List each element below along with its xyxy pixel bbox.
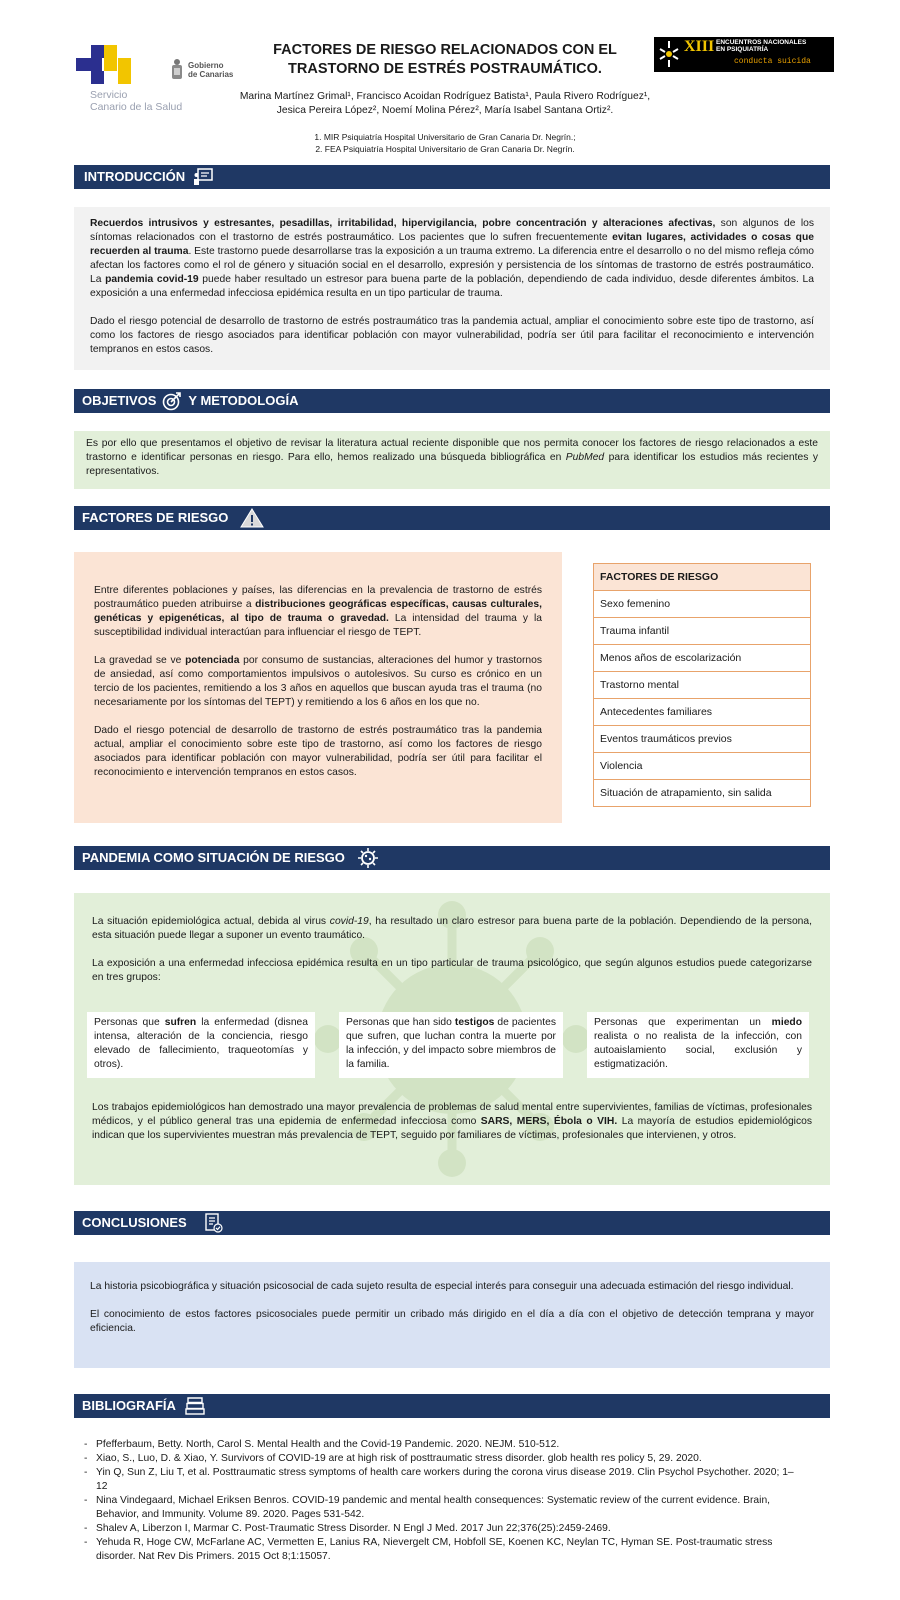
warning-triangle-icon bbox=[240, 508, 264, 528]
intro-box bbox=[74, 207, 830, 370]
section-bar-conclusiones bbox=[74, 1211, 830, 1235]
event-line2: EN PSIQUIATRÍA bbox=[716, 46, 769, 53]
factores-text-3: La gravedad se ve bbox=[94, 655, 186, 666]
scs-logo bbox=[76, 45, 142, 87]
pandemia-text-2: , ha resultado un claro estresor para buena parte de la población. Dependiendo de la persona, esta situación puede llegar a suponer un evento traumático. bbox=[92, 916, 812, 941]
authors-line2: Jesica Pereira López², Noemí Molina Pérez², María Isabel Santana Ortiz². bbox=[276, 105, 614, 116]
risk-factor-row: Violencia bbox=[594, 753, 811, 780]
intro-text-1: son algunos de los síntomas relacionados con el trastorno de estrés postraumático. Los pacientes que lo sufren frecuentemente bbox=[90, 218, 814, 243]
group1-text-2: la enfermedad (disnea intensa, alteración de la conciencia, riesgo elevado de fallecimiento, traqueotomías y otros). bbox=[94, 1017, 308, 1070]
bibliography-entry: - Xiao, S., Luo, D. & Xiao, Y. Survivors of COVID-19 are at high risk of posttraumatic stress disorder. glob health res policy 5, 29. 2020. bbox=[84, 1452, 804, 1466]
group2-text-2: de pacientes que sufren, que luchan contra la muerte por la infección, y del impacto sobre miembros de la familia. bbox=[346, 1017, 556, 1070]
factores-potenciada: potenciada bbox=[185, 655, 240, 666]
risk-factor-row: Sexo femenino bbox=[594, 591, 811, 618]
bibliografia-list bbox=[84, 1438, 804, 1564]
title-line2: TRASTORNO DE ESTRÉS POSTRAUMÁTICO. bbox=[288, 61, 602, 77]
authors bbox=[210, 90, 680, 118]
virus-icon bbox=[357, 847, 379, 869]
books-icon bbox=[184, 1397, 206, 1415]
risk-factor-row: Trastorno mental bbox=[594, 672, 811, 699]
group2-bold: testigos bbox=[454, 1017, 495, 1028]
affiliation-1: 1. MIR Psiquiatría Hospital Universitario de Gran Canaria Dr. Negrín.; bbox=[314, 132, 576, 142]
gobierno-line2: de Canarias bbox=[188, 70, 234, 79]
factores-paragraph-3: Dado el riesgo potencial de desarrollo de trastorno de estrés postraumático tras la pandemia actual, ampliar el conocimiento sobre este tipo de trastorno, así como los factores de riesgo asociados para identificar población con mayor vulnerabilidad, podría ser útil para facilitar el reconocimiento e intervención tempranos en estos casos. bbox=[94, 725, 542, 778]
group-card-testigos bbox=[339, 1012, 563, 1078]
risk-factor-row: Antecedentes familiares bbox=[594, 699, 811, 726]
risk-factor-row: Eventos traumáticos previos bbox=[594, 726, 811, 753]
gobierno-canarias-logo bbox=[170, 58, 233, 82]
pandemia-covid: covid-19 bbox=[329, 916, 369, 927]
bibliography-entry: - Yin Q, Sun Z, Liu T, et al. Posttraumatic stress symptoms of health care workers during the corona virus disease 2019. Clin Psychol Psychother. 2020; 1–12 bbox=[84, 1466, 804, 1494]
section-bar-introduccion bbox=[74, 165, 830, 189]
intro-paragraph-2: Dado el riesgo potencial de desarrollo de trastorno de estrés postraumático tras la pandemia actual, ampliar el conocimiento sobre este tipo de trastorno, así como los factores de riesgo asociados para identificar población con mayor vulnerabilidad, podría ser útil para facilitar el reconocimiento e intervención tempranos en estos casos. bbox=[90, 316, 814, 355]
authors-line1: Marina Martínez Grimal¹, Francisco Acoidan Rodríguez Batista¹, Paula Rivero Rodríguez¹, bbox=[239, 91, 651, 102]
objetivos-text-2: para identificar los estudios más recientes y representativos. bbox=[86, 452, 818, 477]
intro-avoidance: evitan lugares, actividades o cosas que recuerden al trauma bbox=[90, 232, 814, 257]
pandemia-text-4: La mayoría de estudios epidemiológicos indican que los supervivientes muestran más prevalencia de TEPT, seguido por familiares de víctimas, profesionales que intervienen, y otros. bbox=[92, 1116, 812, 1141]
group-card-sufren bbox=[87, 1012, 315, 1078]
event-line1: ENCUENTROS NACIONALES bbox=[716, 39, 807, 46]
objetivos-box bbox=[74, 431, 830, 489]
scs-cross-icon bbox=[76, 45, 142, 87]
group1-bold: sufren bbox=[164, 1017, 197, 1028]
coat-of-arms-icon bbox=[170, 58, 184, 82]
event-logo bbox=[654, 37, 834, 72]
section-bar-bibliografia bbox=[74, 1394, 830, 1418]
factores-text-2: La intensidad del trauma y la susceptibilidad individual interactúan para influenciar el riesgo de TEPT. bbox=[94, 613, 542, 638]
section-title-pandemia: PANDEMIA COMO SITUACIÓN DE RIESGO bbox=[82, 850, 345, 865]
event-number: XIII bbox=[684, 38, 715, 55]
pandemia-paragraph-1 bbox=[92, 915, 812, 943]
group3-text-2: realista o no realista de la infección, con autoaislamiento social, exclusión y estigmatización. bbox=[594, 1031, 802, 1070]
affiliation-2: 2. FEA Psiquiatría Hospital Universitario de Gran Canaria Dr. Negrín. bbox=[315, 144, 575, 154]
section-bar-factores bbox=[74, 506, 830, 530]
group3-text-1: Personas que experimentan un bbox=[594, 1017, 772, 1028]
bibliography-entry: - Yehuda R, Hoge CW, McFarlane AC, Vermetten E, Lanius RA, Nievergelt CM, Hobfoll SE, Koenen KC, Neylan TC, Hyman SE. Post-traumatic stress disorder. Nat Rev Dis Primers. 2015 Oct 8;1:15057. bbox=[84, 1536, 804, 1564]
section-title-bibliografia: BIBLIOGRAFÍA bbox=[82, 1398, 176, 1413]
conclusiones-paragraph-1: La historia psicobiográfica y situación psicosocial de cada sujeto resulta de especial interés para conseguir una adecuada estimación del riesgo individual. bbox=[90, 1281, 794, 1292]
factores-text-1: Entre diferentes poblaciones y países, las diferencias en la prevalencia de trastorno de estrés postraumático pueden atribuirse a bbox=[94, 585, 542, 610]
objetivos-pubmed: PubMed bbox=[565, 452, 605, 463]
group2-text-1: Personas que han sido bbox=[346, 1017, 455, 1028]
risk-factor-row: Trauma infantil bbox=[594, 618, 811, 645]
pandemia-diseases: SARS, MERS, Ébola o VIH. bbox=[480, 1116, 618, 1127]
pandemia-text-1: La situación epidemiológica actual, debida al virus bbox=[92, 916, 330, 927]
group-card-miedo bbox=[587, 1012, 809, 1078]
risk-factors-table bbox=[593, 563, 811, 807]
pandemia-paragraph-2: La exposición a una enfermedad infecciosa epidémica resulta en un tipo particular de trauma psicológico, que según algunos estudios puede categorizarse en tres grupos: bbox=[92, 958, 812, 983]
pandemia-text-3: Los trabajos epidemiológicos han demostrado una mayor prevalencia de problemas de salud mental entre supervivientes, familias de víctimas, profesionales médicos, y el público general tras una epidemia de enfermedad infecciosa como bbox=[92, 1102, 812, 1127]
conclusiones-box bbox=[74, 1262, 830, 1368]
factores-text-4: por consumo de sustancias, alteraciones del humor y trastornos de ansiedad, así como comportamientos impulsivos o autolesivos. Su curso es crónico en un tercio de los pacientes, remitiendo a los 3 años en aquellos que buscan ayuda tras el trauma (no necesariamente por los síntomas del TEPT) y remitiendo a los 6 años en los que no. bbox=[94, 655, 542, 708]
intro-text-3: puede haber resultado un estresor para buena parte de la población, dependiendo de cada individuo, desde diferentes ámbitos. La exposición a una enfermedad infecciosa epidémica resulta en un tipo particular de trauma. bbox=[90, 274, 814, 299]
poster-title bbox=[240, 41, 650, 79]
objetivos-text bbox=[86, 437, 818, 479]
section-bar-objetivos bbox=[74, 389, 830, 413]
pandemia-paragraph-3 bbox=[92, 1101, 812, 1143]
section-title-factores: FACTORES DE RIESGO bbox=[82, 510, 229, 525]
section-title-conclusiones: CONCLUSIONES bbox=[82, 1215, 187, 1230]
event-star-icon bbox=[658, 39, 680, 69]
intro-pandemia: pandemia covid-19 bbox=[105, 274, 199, 285]
bibliografia-list-wrapper bbox=[84, 1438, 804, 1564]
section-bar-pandemia bbox=[74, 846, 830, 870]
bibliography-entry: - Pfefferbaum, Betty. North, Carol S. Mental Health and the Covid-19 Pandemic. 2020. NEJM. 510-512. bbox=[84, 1438, 804, 1452]
section-title-metodologia: Y METODOLOGÍA bbox=[188, 393, 299, 408]
intro-text-2: . Este trastorno puede desarrollarse tras la exposición a un trauma extremo. La diferencia entre el desarrollo o no del mismo refleja cómo afectan los factores como el rol de género y situación social en el desarrollo, expresión y persistencia de los síntomas de trastorno de estrés postraumático. La bbox=[90, 246, 815, 285]
factores-box bbox=[74, 552, 562, 823]
gobierno-line1: Gobierno bbox=[188, 61, 224, 70]
bibliography-entry: - Nina Vindegaard, Michael Eriksen Benros. COVID-19 pandemic and mental health consequences: Systematic review of the current evidence. Brain, Behavior, and Immunity. Volume 89. 2020. Pages 531-542. bbox=[84, 1494, 804, 1522]
group1-text-1: Personas que bbox=[94, 1017, 165, 1028]
scs-logo-line2: Canario de la Salud bbox=[90, 101, 183, 113]
checklist-document-icon bbox=[205, 1213, 223, 1233]
group3-bold: miedo bbox=[771, 1017, 802, 1028]
scs-logo-text bbox=[90, 89, 182, 113]
target-icon bbox=[162, 391, 182, 411]
section-title-introduccion: INTRODUCCIÓN bbox=[84, 169, 186, 184]
title-line1: FACTORES DE RIESGO RELACIONADOS CON EL bbox=[273, 42, 617, 58]
risk-factor-row: Situación de atrapamiento, sin salida bbox=[594, 780, 811, 807]
intro-paragraph-1 bbox=[90, 217, 814, 301]
factores-paragraph-2 bbox=[94, 654, 542, 710]
scs-logo-line1: Servicio bbox=[90, 89, 128, 101]
risk-factor-row: Menos años de escolarización bbox=[594, 645, 811, 672]
section-title-objetivos: OBJETIVOS bbox=[82, 393, 157, 408]
presentation-board-icon bbox=[193, 168, 213, 186]
affiliations bbox=[240, 131, 650, 155]
event-line3: conducta suicida bbox=[734, 57, 811, 66]
risk-table-header: FACTORES DE RIESGO bbox=[594, 564, 811, 591]
bibliography-entry: - Shalev A, Liberzon I, Marmar C. Post-Traumatic Stress Disorder. N Engl J Med. 2017 Jun 22;376(25):2459-2469. bbox=[84, 1522, 804, 1536]
factores-causes: distribuciones geográficas específicas, causas culturales, genéticas y epigenéticas, al tipo de trauma o gravedad. bbox=[94, 599, 542, 624]
conclusiones-paragraph-2: El conocimiento de estos factores psicosociales puede permitir un cribado más dirigido en el día a día con el objetivo de detección temprana y mayor eficiencia. bbox=[90, 1309, 814, 1334]
factores-paragraph-1 bbox=[94, 584, 542, 640]
objetivos-text-1: Es por ello que presentamos el objetivo de revisar la literatura actual reciente disponible que nos permita conocer los factores de riesgo relacionados a este trastorno e identificar personas en riesgo. Para ello, hemos realizado una búsqueda bibliográfica en bbox=[86, 438, 818, 463]
intro-symptoms: Recuerdos intrusivos y estresantes, pesadillas, irritabilidad, hipervigilancia, pobre concentración y alteraciones afectivas, bbox=[90, 218, 716, 229]
